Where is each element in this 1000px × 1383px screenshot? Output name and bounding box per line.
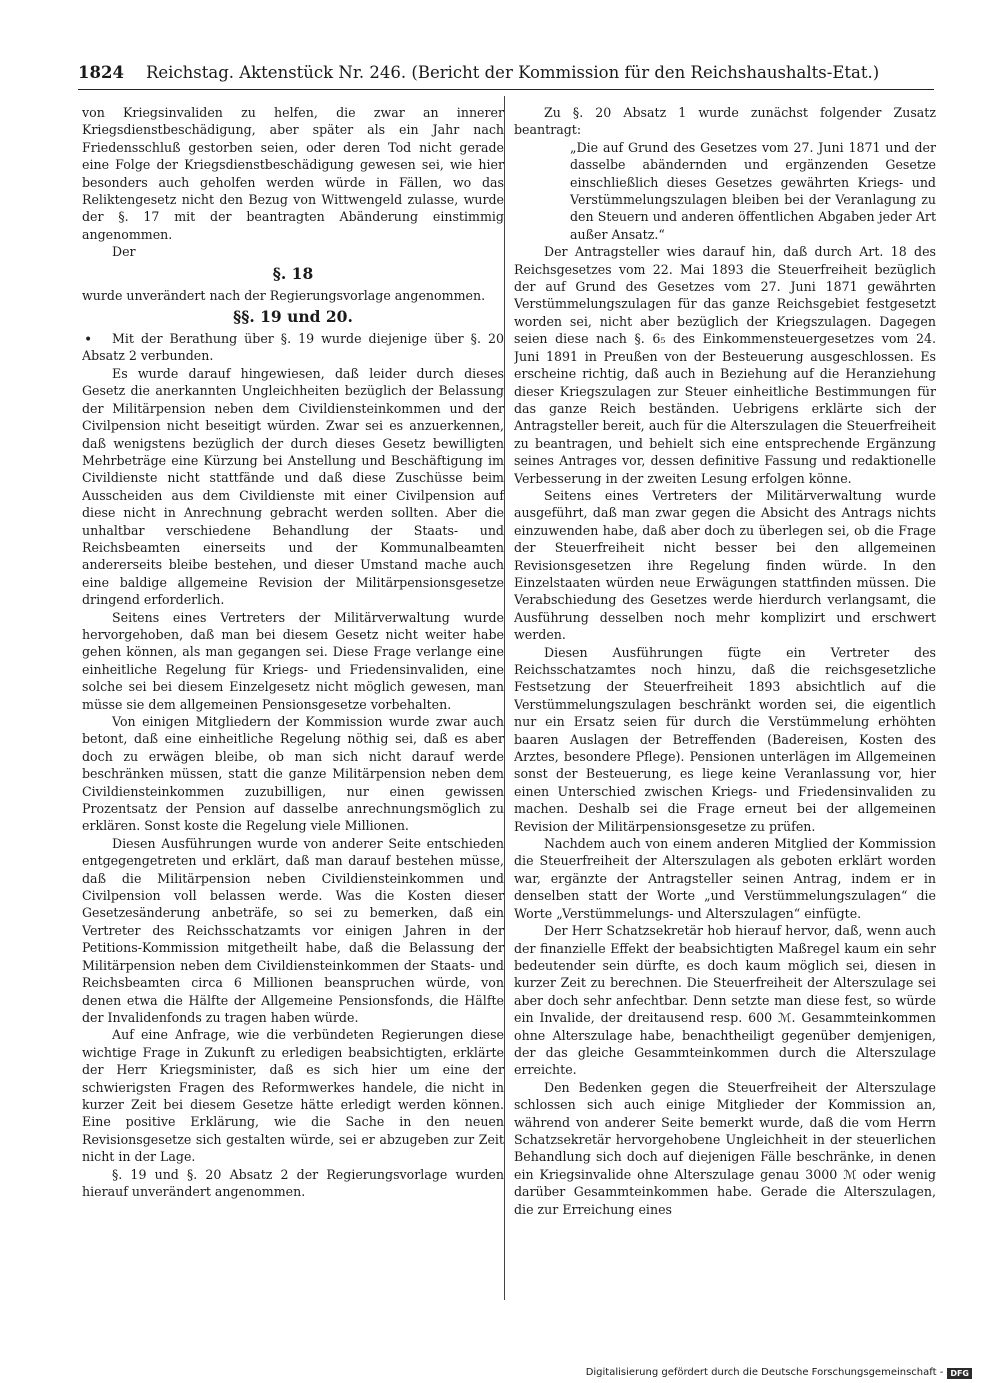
section-heading: §§. 19 und 20. <box>233 307 353 327</box>
paragraph: Der <box>112 244 136 260</box>
header-rule <box>78 89 934 90</box>
page-header <box>78 60 938 86</box>
margin-mark: • <box>84 332 93 348</box>
footer-credit: Digitalisierung gefördert durch die Deutsche Forschungsgemeinschaft - <box>585 1367 944 1378</box>
paragraph: Mit der Berathung über §. 19 wurde diejenige über §. 20 Absatz 2 verbunden. <box>82 331 504 364</box>
paragraph: Auf eine Anfrage, wie die verbündeten Regierungen diese wichtige Frage in Zukunft zu erledigen beabsichtigten, erklärte der Herr Kriegsminister, daß es sich hier um eine der schwierigsten Fragen des Reformwerkes handele, die nicht in kurzer Zeit bei diesem Gesetze hätte erledigt werden können. Eine positive Erklärung, wie die Sache in den neuen Revisionsgesetze sich gestalten würde, sei er abzugeben zur Zeit nicht in der Lage. <box>82 1027 504 1165</box>
quoted-amendment: „Die auf Grund des Gesetzes vom 27. Juni 1871 und der dasselbe abändernden und ergänzenden Gesetze einschließlich dieses Gesetzes gewährten Kriegs- und Verstümmelungszulagen bleiben bei der Veranlagung zu den Steuern und anderen öffentlichen Abgaben jeder Art außer Ansatz.“ <box>570 139 936 242</box>
paragraph: Seitens eines Vertreters der Militärverwaltung wurde ausgeführt, daß man zwar gegen die Absicht des Antrags nichts einzuwenden habe, daß aber doch zu überlegen sei, ob die Frage der Steuerfreiheit nicht besser bei den allgemeinen Revisionsgesetzen ihre Regelung finden würde. In den Einzelstaaten würden neue Erwägungen stattfinden müssen. Die Verabschiedung des Gesetzes werde hierdurch verlangsamt, die Ausführung desselben noch mehr komplizirt und erschwert werden. <box>514 487 936 643</box>
paragraph: Seitens eines Vertreters der Militärverwaltung wurde hervorgehoben, daß man bei diesem Gesetz nicht weiter habe gehen können, als man gegangen sei. Diese Frage verlange eine einheitliche Regelung für Kriegs- und Friedensinvaliden, eine solche sei bei diesem Einzelgesetz nicht möglich gewesen, man müsse sie dem allgemeinen Pensionsgesetze vorbehalten. <box>82 609 504 712</box>
paragraph: wurde unverändert nach der Regierungsvorlage angenommen. <box>82 287 486 303</box>
paragraph: Diesen Ausführungen fügte ein Vertreter des Reichsschatzamtes noch hinzu, daß die reichsgesetzliche Festsetzung der Steuerfreiheit 1893 absichtlich auf die Verstümmelungszulagen beschränkt worden sei, die eigentlich nur ein Ersatz seien für durch die Verstümmelung erhöhten baaren Auslagen der Betreffenden (Badereisen, Kosten des Arztes, besondere Pflege). Pensionen unterlägen im Allgemeinen sonst der Besteuerung, es liege keine Veranlassung vor, hier einen Unterschied zwischen Kriegs- und Friedensinvaliden zu machen. Deshalb sei die Frage erneut bei der allgemeinen Revision der Militärpensionsgesetze zu prüfen. <box>514 644 936 834</box>
section-heading: §. 18 <box>272 263 314 283</box>
dfg-logo: DFG <box>947 1368 972 1379</box>
paragraph: von Kriegsinvaliden zu helfen, die zwar an innerer Kriegsdienstbeschädigung, aber später als ein Jahr nach Friedensschluß gestorben seien, oder deren Tod nicht gerade eine Folge der Kriegsdienstbeschädigung gewesen sei, wie hier besonders auch geholfen werden würde in Fällen, wo das Reliktengesetz nicht den Bezug von Wittwengeld zulasse, wurde der §. 17 mit der beantragten Abänderung einstimmig angenommen. <box>82 105 504 242</box>
paragraph: Nachdem auch von einem anderen Mitglied der Kommission die Steuerfreiheit der Alterszulagen als geboten erklärt worden war, ergänzte der Antragsteller seinen Antrag, indem er in denselben statt der Worte „und Verstümmelungszulagen“ die Worte „Verstümmelungs- und Alterszulagen“ einfügte. <box>514 836 936 921</box>
paragraph: Zu §. 20 Absatz 1 wurde zunächst folgender Zusatz beantragt: <box>514 105 936 138</box>
paragraph: §. 19 und §. 20 Absatz 2 der Regierungsvorlage wurden hierauf unverändert angenommen. <box>82 1166 504 1199</box>
left-column <box>82 104 504 1299</box>
running-title: Reichstag. Aktenstück Nr. 246. (Bericht der Kommission für den Reichshaushalts-Etat.) <box>145 63 880 82</box>
column-divider <box>504 96 505 1300</box>
paragraph: Den Bedenken gegen die Steuerfreiheit der Alterszulage schlossen sich auch einige Mitglieder der Kommission an, während von anderer Seite bemerkt wurde, daß die vom Herrn Schatzsekretär hervorgehobene Ungleichheit in der steuerlichen Behandlung sich doch auf diejenigen Fälle beschränke, in denen ein Kriegsinvalide ohne Alterszulage genau 3000 ℳ oder wenig darüber Gesammteinkommen habe. Gerade die Alterszulagen, die zur Erreichung eines <box>514 1079 936 1217</box>
paragraph: Der Antragsteller wies darauf hin, daß durch Art. 18 des Reichsgesetzes vom 22. Mai 1893 die Steuerfreiheit bezüglich der auf Grund des Gesetzes vom 27. Juni 1871 gewährten Verstümmelungszulagen für das ganze Reichsgebiet festgesetzt worden sei, nicht aber bezüglich der Kriegszulagen. Dagegen seien diese nach §. 6₅ des Einkommensteuergesetzes vom 24. Juni 1891 in Preußen von der Besteuerung ausgeschlossen. Es erscheine richtig, daß auch in Beziehung auf die Heranziehung dieser Kriegszulagen zur Steuer einheitliche Bestimmungen für das ganze Reich beständen. Uebrigens erklärte sich der Antragsteller bereit, auch für die Alterszulagen die Steuerfreiheit zu beantragen, und behielt sich eine entsprechende Ergänzung seines Antrages vor, dessen definitive Fassung und redaktionelle Verbesserung in der zweiten Lesung erfolgen könne. <box>514 244 936 486</box>
digitization-footer <box>586 1366 972 1380</box>
paragraph: Diesen Ausführungen wurde von anderer Seite entschieden entgegengetreten und erklärt, daß man darauf bestehen müsse, daß die Militärpension neben Civildiensteinkommen und Civilpension voll belassen werde. Was die Kosten dieser Gesetzesänderung anbeträfe, so sei zu bemerken, daß ein Vertreter des Reichsschatzamts vor einigen Jahren in der Petitions-Kommission mitgetheilt habe, daß die Belassung der Militärpension neben dem Civildiensteinkommen der Staats- und Reichsbeamten circa 6 Millionen beanspruchen würde, von denen etwa die Hälfte der Allgemeine Pensionsfonds, die Hälfte der Invalidenfonds zu tragen haben würde. <box>82 835 504 1025</box>
page-number: 1824 <box>78 63 124 82</box>
paragraph: Der Herr Schatzsekretär hob hierauf hervor, daß, wenn auch der finanzielle Effekt der beabsichtigten Maßregel kaum ein sehr bedeutender sein dürfte, es doch kaum möglich sei, diesen in kurzer Zeit zu berechnen. Die Steuerfreiheit der Alterszulage sei aber doch sehr anfechtbar. Denn setzte man diese fest, so würde ein Invalide, der dreitausend resp. 600 ℳ. Gesammteinkommen ohne Alterszulage habe, benachtheiligt gegenüber demjenigen, der das gleiche Gesammteinkommen durch die Alterszulage erreichte. <box>514 923 936 1078</box>
right-column <box>514 104 936 1299</box>
paragraph: Von einigen Mitgliedern der Kommission wurde zwar auch betont, daß eine einheitliche Regelung nöthig sei, daß es aber doch zu erwägen bleibe, ob man sich nicht darauf werde beschränken müssen, statt die ganze Militärpension neben dem Civildiensteinkommen zuzubilligen, nur einen gewissen Prozentsatz der Pension auf dasselbe anrechnungsmöglich zu erklären. Sonst koste die Regelung viele Millionen. <box>82 714 504 834</box>
paragraph: Es wurde darauf hingewiesen, daß leider durch dieses Gesetz die anerkannten Ungleichheiten bezüglich der Belassung der Militärpension neben dem Civildiensteinkommen und der Civilpension nicht beseitigt würden. Zwar sei es anzuerkennen, daß wenigstens bezüglich der durch dieses Gesetz bewilligten Mehrbeträge eine Kürzung bei Anstellung und Beschäftigung im Civildienste nicht stattfände und daß diese Zuschüsse beim Ausscheiden aus dem Civildienste mit einer Civilpension auf diese nicht in Anrechnung gebracht werden sollten. Aber die unhaltbar verschiedene Behandlung der Staats- und Reichsbeamten einerseits und der Kommunalbeamten andererseits bleibe bestehen, und dieser Umstand mache auch eine baldige allgemeine Revision der Militärpensionsgesetze dringend erforderlich. <box>82 365 504 608</box>
